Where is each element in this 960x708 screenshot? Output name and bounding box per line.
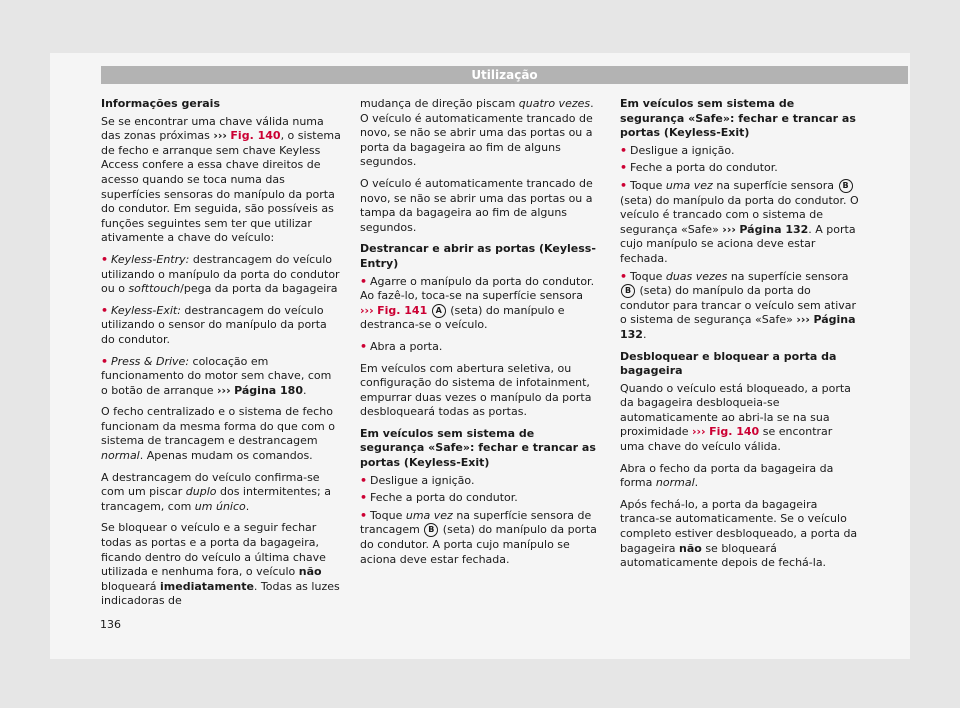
paragraph: [620, 462, 860, 491]
text: (seta) do manípulo da porta do condutor. O veículo é trancado com o sistema de segurança «Safe»: [620, 193, 859, 236]
text: .: [303, 383, 307, 397]
arrow-ref: ›››: [722, 222, 736, 236]
text: colocação em funcionamento do motor sem chave, com o botão de arranque: [101, 354, 332, 397]
text: .: [642, 327, 647, 341]
bullet-item: [360, 474, 600, 489]
text: , o sistema de fecho e arranque sem chave Keyless Access confere a essa chave direitos de acesso quando se toca numa das superfícies sensoras do manípulo da porta do condutor. Em seguida, são possíveis as funções seguintes sem ter que utilizar ativamente a chave do veículo:: [101, 129, 341, 245]
text: Toque: [370, 508, 406, 522]
paragraph: O veículo é automaticamente trancado de novo, se não se abrir uma das portas ou a tampa da bagageira ao fim de alguns segundos.: [360, 176, 593, 234]
column-3: [620, 97, 860, 578]
text: na superfície sensora: [712, 178, 838, 192]
text: na superfície sensora de trancagem: [360, 508, 592, 537]
text: dos intermitentes; a trancagem, com: [101, 485, 331, 513]
text: Agarre o manípulo da porta do condutor. Ao fazê-lo, toca-se na superfície sensora: [360, 274, 595, 303]
text: Feche a porta do condutor.: [630, 161, 778, 175]
callout-badge: B: [424, 523, 438, 537]
bullet-item: [620, 179, 860, 267]
text: .: [245, 499, 250, 513]
paragraph: [620, 498, 860, 571]
bullet-icon: •: [101, 354, 109, 368]
text: na superfície sensora: [727, 269, 849, 283]
text: . A porta cujo manípulo se aciona deve estar fechada.: [620, 222, 856, 265]
figure-link[interactable]: Fig. 140: [230, 129, 281, 143]
term: Press & Drive:: [111, 354, 190, 368]
emphasis: uma vez: [665, 178, 713, 192]
bullet-item: [620, 144, 860, 159]
text: mudança de direção piscam: [360, 97, 519, 110]
bullet-icon: •: [620, 178, 628, 192]
callout-badge: B: [621, 284, 635, 298]
bullet-item: [101, 304, 341, 348]
text: Abra o fecho da porta da bagageira da forma: [620, 461, 834, 490]
page-content: [101, 97, 861, 637]
arrow-ref: ›››: [691, 425, 706, 439]
text: Se bloquear o veículo e a seguir fechar todas as portas e a porta da bagageira, ficando dentro do veículo a última chave utilizada e nenhuma fora, o veículo: [101, 521, 326, 579]
arrow-ref: ›››: [360, 303, 374, 317]
arrow-ref: ›››: [217, 383, 231, 397]
bullet-icon: •: [360, 491, 368, 505]
page-link[interactable]: Página 132: [620, 313, 856, 341]
callout-badge: A: [432, 304, 446, 318]
bullet-icon: •: [360, 508, 368, 522]
paragraph: [620, 382, 860, 455]
term: Keyless-Exit:: [111, 303, 181, 317]
callout-badge: B: [839, 179, 853, 193]
bullet-item: [101, 253, 341, 297]
bullet-item: [620, 161, 860, 176]
text: Toque: [630, 178, 666, 192]
column-2: [360, 97, 600, 574]
text: Quando o veículo está bloqueado, a porta da bagageira desbloqueia-se automaticamente ao abri-la se na sua proximidade: [620, 381, 851, 439]
heading-keyless-exit: Em veículos sem sistema de segurança «Safe»: fechar e trancar as portas (Keyless-Exit): [360, 426, 596, 470]
emphasis: um único: [194, 499, 246, 513]
arrow-ref: ›››: [796, 313, 810, 327]
text: destrancagem do veículo utilizando o manípulo da porta do condutor ou o: [101, 252, 340, 296]
paragraph: Em veículos com abertura seletiva, ou configuração do sistema de infotainment, empurrar duas vezes o manípulo da porta desbloqueará todas as portas.: [360, 361, 592, 419]
text: Desligue a ignição.: [630, 143, 735, 157]
text: Após fechá-lo, a porta da bagageira tranca-se automaticamente. Se o veículo completo estiver desbloqueado, a porta da bagageira: [620, 497, 858, 555]
bullet-item: [360, 509, 600, 567]
text: . Todas as luzes indicadoras de: [101, 579, 340, 608]
text: (seta) do manípulo da porta do condutor para trancar o veículo sem ativar o sistema de segurança «Safe»: [620, 284, 857, 327]
text: O fecho centralizado e o sistema de fecho funcionam da mesma forma do que com o sistema de trancagem e destrancagem: [101, 405, 335, 448]
paragraph: [101, 521, 341, 609]
text: Desligue a ignição.: [370, 473, 475, 487]
term: softtouch: [128, 282, 181, 296]
column-1: [101, 97, 341, 616]
bullet-item: [360, 275, 600, 333]
bullet-icon: •: [360, 473, 368, 487]
bullet-icon: •: [620, 269, 628, 283]
bullet-item: [360, 340, 600, 355]
emphasis: normal: [101, 449, 140, 463]
text: (seta) do manípulo da porta do condutor. A porta cujo manípulo se aciona deve estar fechada.: [360, 523, 597, 566]
text: se bloqueará automaticamente depois de fechá-la.: [620, 541, 827, 570]
bullet-icon: •: [620, 143, 628, 157]
bullet-item: [620, 270, 860, 343]
bullet-icon: •: [360, 274, 368, 288]
bullet-icon: •: [101, 303, 109, 317]
term: Keyless-Entry:: [111, 252, 190, 266]
text: (seta) do manípulo e destranca-se o veículo.: [360, 303, 565, 332]
text: se encontrar uma chave do veículo válida.: [620, 425, 833, 454]
text: A destrancagem do veículo confirma-se com um piscar: [101, 470, 320, 499]
emphasis: duas vezes: [665, 269, 728, 283]
bullet-item: [360, 491, 600, 506]
manual-page: [50, 53, 910, 659]
text: . Apenas mudam os comandos.: [139, 449, 313, 463]
page-link[interactable]: Página 180: [234, 383, 303, 397]
figure-link[interactable]: Fig. 140: [709, 425, 760, 439]
text: Toque: [630, 269, 666, 283]
bullet-item: [101, 355, 341, 399]
bullet-icon: •: [360, 339, 368, 353]
bullet-icon: •: [620, 161, 628, 175]
bold-text: não: [679, 541, 702, 555]
page-number: 136: [100, 618, 121, 631]
emphasis: normal: [655, 476, 695, 490]
text: Abra a porta.: [370, 339, 443, 353]
text: Se se encontrar uma chave válida numa das zonas próximas: [101, 114, 324, 143]
text: destrancagem do veículo utilizando o sensor do manípulo da porta do condutor.: [101, 303, 327, 346]
text: Feche a porta do condutor.: [370, 491, 518, 505]
section-header: Utilização: [101, 66, 908, 84]
text: . O veículo é automaticamente trancado de novo, se não se abrir uma das portas ou a porta da bagageira ao fim de alguns segundos.: [360, 97, 594, 169]
page-link[interactable]: Página 132: [739, 222, 809, 236]
bullet-icon: •: [101, 252, 109, 266]
paragraph: [360, 97, 600, 170]
figure-link[interactable]: Fig. 141: [377, 303, 428, 317]
heading-safe-exit: Em veículos sem sistema de segurança «Safe»: fechar e trancar as portas (Keyless-Exit): [620, 97, 856, 140]
text: .: [694, 476, 699, 490]
emphasis: quatro vezes: [518, 97, 591, 110]
heading-tailgate: Desbloquear e bloquear a porta da bagageira: [620, 349, 837, 378]
paragraph: [101, 471, 341, 515]
paragraph: [101, 115, 341, 246]
emphasis: uma vez: [405, 508, 453, 522]
heading-general-info: Informações gerais: [101, 97, 220, 110]
text: bloqueará: [101, 579, 160, 593]
bold-text: não: [298, 565, 322, 579]
heading-keyless-entry: Destrancar e abrir as portas (Keyless-Entry): [360, 242, 596, 270]
text: /pega da porta da bagageira: [180, 282, 338, 296]
arrow-ref: ›››: [213, 129, 227, 143]
paragraph: [101, 405, 341, 463]
emphasis: duplo: [185, 485, 217, 499]
bold-text: imediatamente: [160, 579, 254, 593]
